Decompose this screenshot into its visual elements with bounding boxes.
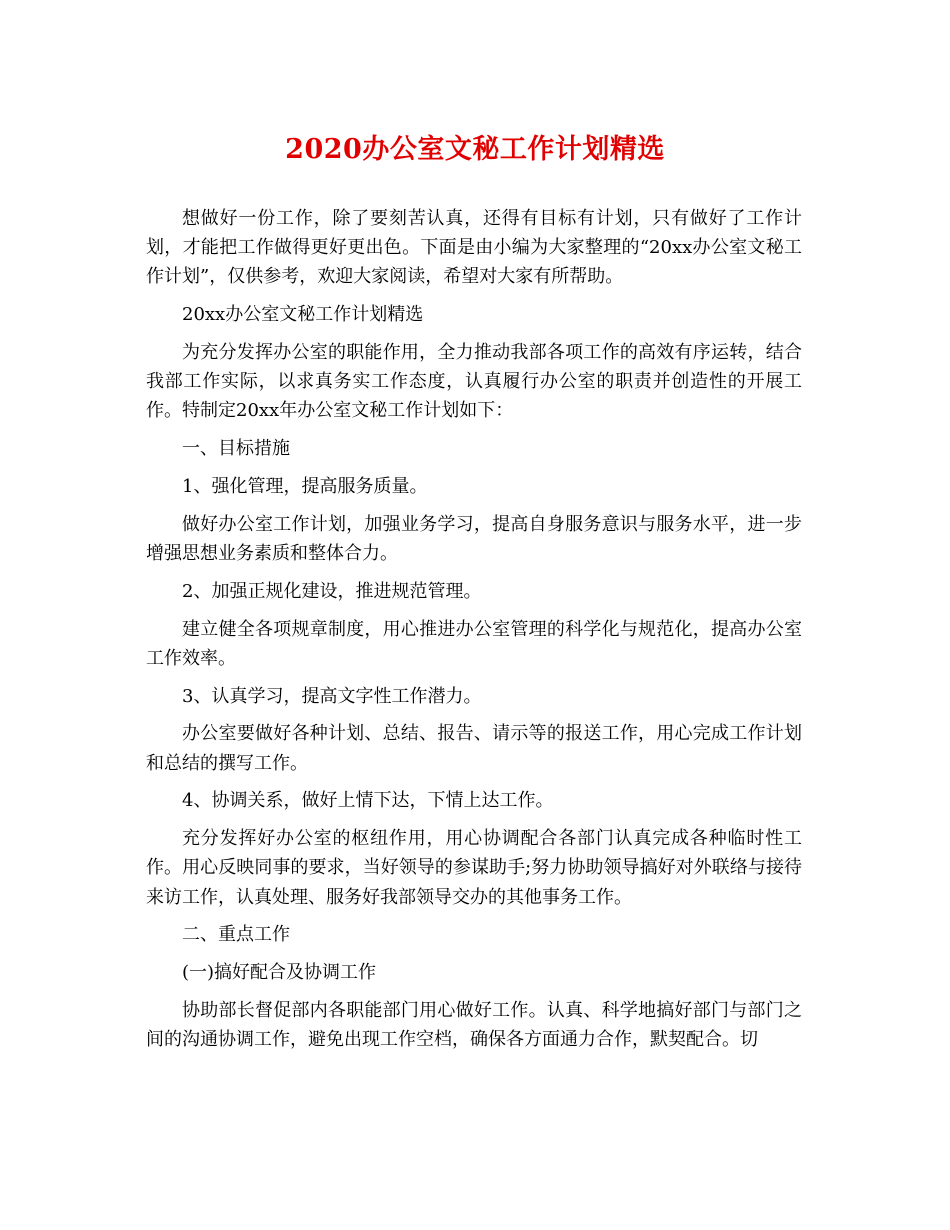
subsection-heading: 4、协调关系，做好上情下达，下情上达工作。	[182, 790, 554, 812]
section-heading: 二、重点工作	[182, 924, 290, 946]
subsection-heading: 3、认真学习，提高文字性工作潜力。	[182, 685, 482, 707]
paragraph: 为充分发挥办公室的职能作用，全力推动我部各项工作的高效有序运转，结合我部工作实际，以求真务实工作态度，认真履行办公室的职责并创造性的开展工作。特制定20xx年办公室文秘工作计划如下：	[146, 342, 802, 422]
paragraph: 建立健全各项规章制度，用心推进办公室管理的科学化与规范化，提高办公室工作效率。	[146, 618, 802, 669]
document-title: 2020办公室文秘工作计划精选	[285, 134, 665, 165]
subsection-heading: 1、强化管理，提高服务质量。	[182, 476, 428, 497]
paragraph: 充分发挥好办公室的枢纽作用，用心协调配合各部门认真完成各种临时性工作。用心反映同事的要求，当好领导的参谋助手;努力协助领导搞好对外联络与接待来访工作，认真处理、服务好我部领导交办的其他事务工作。	[146, 828, 802, 908]
paragraph: 做好办公室工作计划，加强业务学习，提高自身服务意识与服务水平，进一步增强思想业务素质和整体合力。	[146, 513, 802, 564]
paragraph: 协助部长督促部内各职能部门用心做好工作。认真、科学地搞好部门与部门之间的沟通协调工作，避免出现工作空档，确保各方面通力合作，默契配合。切	[146, 999, 802, 1051]
section-heading: 一、目标措施	[182, 438, 290, 460]
paragraph: 想做好一份工作，除了要刻苦认真，还得有目标有计划，只有做好了工作计划，才能把工作做得更好更出色。下面是由小编为大家整理的“20xx办公室文秘工作计划”，仅供参考，欢迎大家阅读，希望对大家有所帮助。	[146, 208, 802, 288]
subsection-heading: (一)搞好配合及协调工作	[182, 962, 377, 984]
document-body	[146, 204, 802, 1063]
paragraph: 20xx办公室文秘工作计划精选	[182, 304, 424, 326]
subsection-heading: 2、加强正规化建设，推进规范管理。	[182, 580, 482, 602]
paragraph: 办公室要做好各种计划、总结、报告、请示等的报送工作，用心完成工作计划和总结的撰写工作。	[146, 723, 802, 774]
